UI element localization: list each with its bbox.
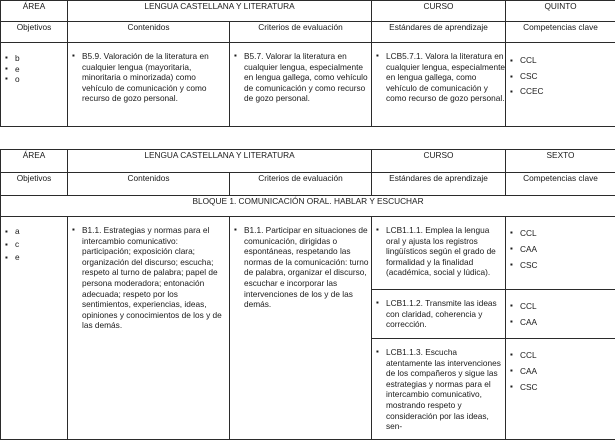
estandares-cell [372, 43, 506, 127]
competencia-item: ▪ CSC [510, 257, 615, 273]
estandares-cell [372, 217, 506, 290]
estandar-item: ▪ LCB1.1.3. Escucha atentamente las intervenciones de los compañeros y sigue las estrategias y normas para el intercambio comunicativo, mostrando respeto y consideración por las ideas, sen- [376, 347, 505, 432]
competencia-item: ▪ CCL [510, 225, 615, 241]
contenidos-cell [68, 43, 230, 127]
column-estandares: Estándares de aprendizaje [372, 22, 506, 43]
objetivo-item: ▪ a [5, 225, 67, 238]
contenido-item: ▪ B1.1. Estrategias y normas para el intercambio comunicativo: participación; exposición clara; organización del discurso; escucha; respeto al turno de palabra; papel de persona moderadora; entonación adecuada; respeto por los sentimientos, experiencias, ideas, opiniones y conocimientos de los y de las demás. [72, 225, 229, 331]
competencias-cell [506, 339, 615, 440]
column-criterios: Criterios de evaluación [230, 22, 372, 43]
column-competencias: Competencias clave [506, 173, 615, 196]
contenido-item: ▪ B5.9. Valoración de la literatura en cualquier lengua (mayoritaria, minoritaria o minorizada) como vehículo de comunicación y como recurso de gozo personal. [72, 51, 229, 104]
contenidos-cell [68, 217, 230, 440]
column-competencias: Competencias clave [506, 22, 615, 43]
curriculum-table-sexto [0, 149, 615, 440]
criterios-cell [230, 43, 372, 127]
curriculum-table-quinto [0, 0, 615, 127]
competencia-item: ▪ CCL [510, 53, 615, 69]
competencia-item: ▪ CAA [510, 241, 615, 257]
header-level: SEXTO [506, 150, 615, 173]
estandar-item: ▪ LCB1.1.2. Transmite las ideas con claridad, coherencia y corrección. [376, 298, 505, 330]
criterio-item: ▪ B1.1. Participar en situaciones de comunicación, dirigidas o espontáneas, respetando las normas de la comunicación: turno de palabra, organizar el discurso, escuchar e incorporar las intervenciones de los y de las demás. [234, 225, 371, 310]
column-objetivos: Objetivos [1, 173, 68, 196]
objetivo-item: ▪ e [5, 251, 67, 264]
estandar-item: ▪ LCB5.7.1. Valora la literatura en cualquier lengua, especialmente en lengua gallega, como vehículo de comunicación y como recurso de gozo personal. [376, 51, 505, 104]
competencia-item: ▪ CAA [510, 314, 615, 330]
header-area: ÁREA [1, 150, 68, 173]
column-objetivos: Objetivos [1, 22, 68, 43]
header-subject: LENGUA CASTELLANA Y LITERATURA [68, 1, 372, 22]
estandar-item: ▪ LCB1.1.1. Emplea la lengua oral y ajusta los registros lingüísticos según el grado de formalidad y la finalidad (académica, social y lúdica). [376, 225, 505, 278]
competencia-item: ▪ CCL [510, 298, 615, 314]
competencia-item: ▪ CSC [510, 69, 615, 85]
objetivo-item: ▪ e [5, 64, 67, 75]
competencia-item: ▪ CAA [510, 363, 615, 379]
objetivo-item: ▪ b [5, 53, 67, 64]
header-subject: LENGUA CASTELLANA Y LITERATURA [68, 150, 372, 173]
column-contenidos: Contenidos [68, 173, 230, 196]
column-contenidos: Contenidos [68, 22, 230, 43]
competencia-item: ▪ CSC [510, 379, 615, 395]
competencia-item: ▪ CCEC [510, 84, 615, 100]
competencias-cell [506, 43, 615, 127]
header-level: QUINTO [506, 1, 615, 22]
objetivo-item: ▪ c [5, 238, 67, 251]
estandares-cell [372, 290, 506, 339]
header-curso: CURSO [372, 150, 506, 173]
competencias-cell [506, 290, 615, 339]
header-area: ÁREA [1, 1, 68, 22]
column-criterios: Criterios de evaluación [230, 173, 372, 196]
competencia-item: ▪ CCL [510, 347, 615, 363]
objetivos-cell [1, 43, 68, 127]
objetivo-item: ▪ o [5, 74, 67, 85]
criterios-cell [230, 217, 372, 440]
column-estandares: Estándares de aprendizaje [372, 173, 506, 196]
header-curso: CURSO [372, 1, 506, 22]
criterio-item: ▪ B5.7. Valorar la literatura en cualquier lengua, especialmente en lengua gallega, como vehículo de comunicación y como recurso de gozo personal. [234, 51, 371, 104]
estandares-cell [372, 339, 506, 440]
competencias-cell [506, 217, 615, 290]
objetivos-cell [1, 217, 68, 440]
bloque-title: BLOQUE 1. COMUNICACIÓN ORAL. HABLAR Y ESCUCHAR [1, 196, 615, 217]
